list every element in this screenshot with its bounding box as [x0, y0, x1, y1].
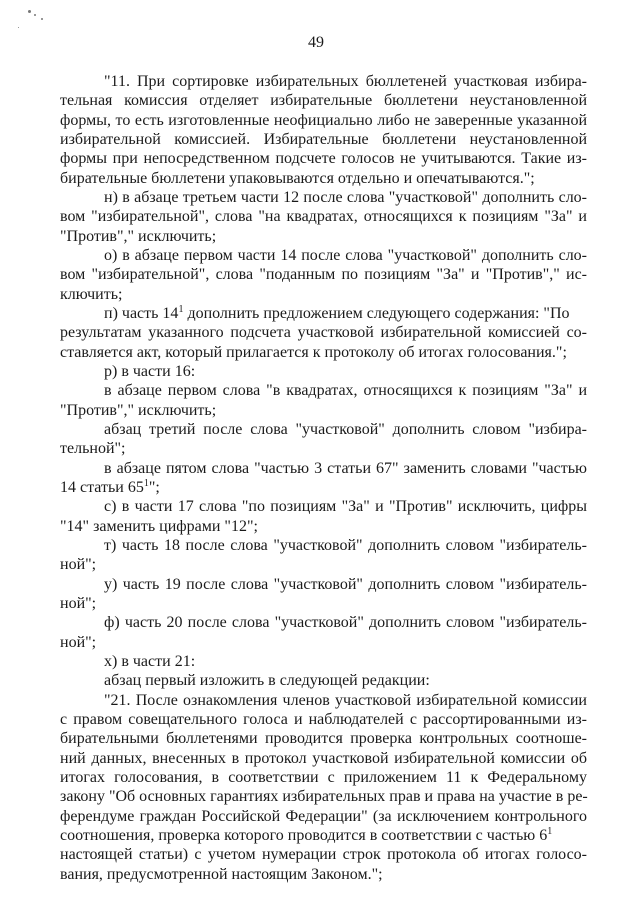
text-line [104, 304, 587, 323]
text-fragment: соотношения, проверка которого проводится в соответствии с частью 6 [60, 827, 548, 844]
text-line: ставляется акт, который прилагается к протоколу об итогах голосования."; [60, 344, 567, 361]
text-line [60, 826, 587, 845]
text-line: формы, то есть изготовленные неофициально либо не заверенные указанной [60, 112, 587, 129]
text-line: избирательной комиссией. Избирательные бюллетени неустановленной [60, 131, 587, 148]
scan-speck [18, 27, 19, 28]
text-line: р) в части 16: [104, 363, 196, 380]
text-line: "Против"," исключить; [60, 228, 217, 245]
text-line: в абзаце пятом слова "частью 3 статьи 67" заменить словами "частью [104, 460, 587, 477]
text-line: вом "избирательной", слова "поданным по позициям "За" и "Против"," ис- [60, 266, 587, 283]
text-line: абзац третий после слова "участковой" дополнить словом "избира- [104, 421, 587, 438]
superscript: 1 [143, 478, 149, 489]
text-line: "Против"," исключить; [60, 402, 217, 419]
text-line: вания, предусмотренной настоящим Законом."; [60, 866, 383, 883]
text-line: у) часть 19 после слова "участковой" дополнить словом "избиратель- [104, 576, 587, 593]
text-line: т) часть 18 после слова "участковой" дополнить словом "избиратель- [104, 537, 587, 554]
text-line: итогах голосования, в соответствии с приложением 11 к Федеральному [60, 769, 587, 786]
text-fragment: "; [148, 479, 160, 496]
text-line [60, 478, 260, 497]
scan-speck [41, 18, 43, 20]
superscript: 1 [178, 304, 184, 315]
scan-speck [28, 10, 31, 13]
text-line: с правом совещательного голоса и наблюдателей с рассортированными из- [60, 711, 587, 728]
text-line: х) в части 21: [104, 653, 196, 670]
text-line: абзац первый изложить в следующей редакции: [104, 672, 430, 689]
text-line: настоящей статьи) с учетом нумерации строк протокола об итогах голосо- [60, 846, 587, 863]
text-line: ключить; [60, 286, 123, 303]
text-line: н) в абзаце третьем части 12 после слова "участковой" дополнить сло- [104, 189, 587, 206]
text-line: тельной"; [60, 440, 126, 457]
text-line: результатам указанного подсчета участковой избирательной комиссией со- [60, 324, 587, 341]
text-line: "21. После ознакомления членов участковой избирательной комиссии [104, 692, 587, 709]
text-fragment: 14 статьи 65 [60, 479, 144, 496]
text-line: в абзаце первом слова "в квадратах, относящихся к позициям "За" и [104, 382, 587, 399]
text-line: формы при непосредственном подсчете голосов не учитываются. Такие из- [60, 150, 587, 167]
text-line: ферендуме граждан Российской Федерации" (за исключением контрольного [60, 808, 587, 825]
text-line: ной"; [60, 595, 97, 612]
superscript: 1 [547, 826, 553, 837]
text-line: ной"; [60, 634, 97, 651]
text-line: ной"; [60, 556, 97, 573]
text-line: о) в абзаце первом части 14 после слова "участковой" дополнить сло- [104, 247, 587, 264]
text-line: вом "избирательной", слова "на квадратах, относящихся к позициям "За" и [60, 208, 587, 225]
text-line: "14" заменить цифрами "12"; [60, 518, 258, 535]
text-line: ф) часть 20 после слова "участковой" дополнить словом "избиратель- [104, 614, 587, 631]
text-line: бирательными бюллетенями проводится проверка контрольных соотноше- [60, 730, 587, 747]
text-line: "11. При сортировке избирательных бюллетеней участковая избира- [104, 73, 587, 90]
scan-speck [34, 14, 36, 16]
text-line: с) в части 17 слова "по позициям "За" и "Против" исключить, цифры [104, 498, 587, 515]
text-line: закону "Об основных гарантиях избирательных прав и права на участие в ре- [60, 788, 588, 805]
text-line: бирательные бюллетени упаковываются отдельно и опечатываются."; [60, 170, 535, 187]
text-line: ний данных, внесенных в протокол участковой избирательной комиссии об [60, 750, 587, 767]
page-number: 49 [308, 34, 324, 51]
text-line: тельная комиссия отделяет избирательные бюллетени неустановленной [60, 92, 587, 109]
text-fragment: п) часть 14 [104, 305, 179, 322]
text-fragment: дополнить предложением следующего содержания: "По [183, 305, 570, 322]
